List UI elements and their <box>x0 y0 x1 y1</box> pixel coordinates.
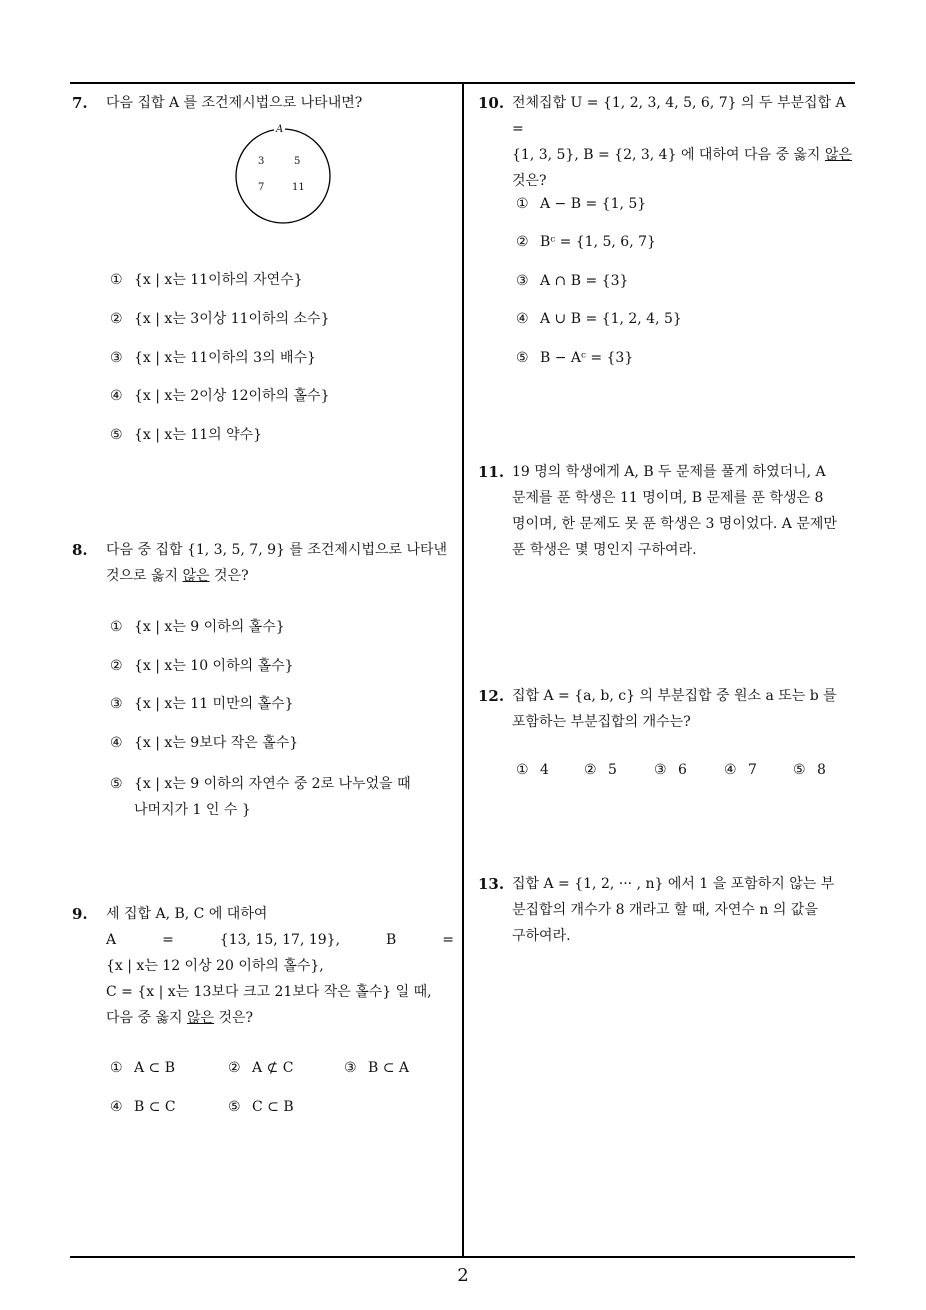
question-9 <box>72 901 456 1031</box>
question-number: 9. <box>72 905 88 923</box>
choice-1[interactable]: ① A ⊂ B <box>110 1060 176 1076</box>
right-column <box>478 0 860 1250</box>
question-number: 8. <box>72 541 88 559</box>
choice-1[interactable]: ① {x | x는 11이하의 자연수} <box>110 272 303 288</box>
question-7 <box>72 90 456 116</box>
underlined-word: 않은 <box>182 568 210 584</box>
choice-2[interactable]: ② {x | x는 10 이하의 홀수} <box>110 658 294 674</box>
question-number: 10. <box>478 94 505 112</box>
underlined-word: 않은 <box>186 1010 215 1026</box>
choice-3[interactable]: ③ 6 <box>654 762 687 778</box>
question-10: 10. 전체집합 U = {1, 2, 3, 4, 5, 6, 7} 의 두 부분집합 A = {1, 3, 5}, B = {2, 3, 4} 에 대하여 다음 중 옳지 않은 것은? <box>478 90 860 194</box>
question-text: 전체집합 U = {1, 2, 3, 4, 5, 6, 7} 의 두 부분집합 A = <box>512 95 846 137</box>
question-12: 12. 집합 A = {a, b, c} 의 부분집합 중 원소 a 또는 b 를 포함하는 부분집합의 개수는? <box>478 683 860 735</box>
choice-4[interactable]: ④ {x | x는 9보다 작은 홀수} <box>110 735 299 751</box>
choice-5[interactable]: ⑤ B − Aᶜ = {3} <box>516 350 634 366</box>
choice-4[interactable]: ④ {x | x는 2이상 12이하의 홀수} <box>110 388 330 404</box>
question-number: 7. <box>72 94 88 112</box>
question-text: 집합 A = {1, 2, ··· , n} 에서 1 을 포함하지 않는 부 <box>512 876 835 892</box>
question-13: 13. 집합 A = {1, 2, ··· , n} 에서 1 을 포함하지 않는 부 분집합의 개수가 8 개라고 할 때, 자연수 n 의 값을 구하여라. <box>478 871 860 949</box>
question-line-5: 다음 중 옳지 않은 것은? <box>106 1010 254 1026</box>
venn-element: 11 <box>292 182 305 193</box>
underlined-word: 않은 <box>824 147 852 163</box>
bottom-rule <box>70 1256 855 1258</box>
question-8 <box>72 537 456 589</box>
choice-3[interactable]: ③ A ∩ B = {3} <box>516 273 629 289</box>
choice-4[interactable]: ④ A ∪ B = {1, 2, 4, 5} <box>516 311 682 327</box>
choice-4[interactable]: ④ B ⊂ C <box>110 1099 176 1115</box>
left-column <box>72 0 456 1250</box>
question-line-3: {x | x는 12 이상 20 이하의 홀수}, <box>106 958 324 974</box>
choice-5[interactable]: ⑤ {x | x는 9 이하의 자연수 중 2로 나누었을 때 나머지가 1 인 수 } <box>110 776 411 818</box>
question-number: 12. <box>478 687 505 705</box>
question-number: 11. <box>478 463 505 481</box>
choice-2[interactable]: ② {x | x는 3이상 11이하의 소수} <box>110 311 330 327</box>
question-11: 11. 19 명의 학생에게 A, B 두 문제를 풀게 하였더니, A 문제를 푼 학생은 11 명이며, B 문제를 푼 학생은 8 명이며, 한 문제도 못 푼 학생은 3 명이었다. A 문제만 푼 학생은 몇 명인지 구하여라. <box>478 459 860 563</box>
question-text: 세 집합 A, B, C 에 대하여 <box>106 906 268 922</box>
choice-2[interactable]: ② A ⊄ C <box>228 1060 294 1076</box>
venn-element: 3 <box>258 156 265 167</box>
venn-circle-svg <box>234 126 334 226</box>
question-number: 13. <box>478 875 505 893</box>
venn-diagram <box>234 126 334 226</box>
choice-3[interactable]: ③ {x | x는 11이하의 3의 배수} <box>110 350 316 366</box>
choice-5[interactable]: ⑤ {x | x는 11의 약수} <box>110 427 263 443</box>
question-text: 19 명의 학생에게 A, B 두 문제를 풀게 하였더니, A <box>512 464 826 480</box>
choice-3[interactable]: ③ {x | x는 11 미만의 홀수} <box>110 696 294 712</box>
question-line-4: C = {x | x는 13보다 크고 21보다 작은 홀수} 일 때, <box>106 984 432 1000</box>
choice-3[interactable]: ③ B ⊂ A <box>344 1060 410 1076</box>
venn-element: 5 <box>294 156 301 167</box>
choice-4[interactable]: ④ 7 <box>724 762 757 778</box>
column-divider <box>462 82 464 1257</box>
choice-1[interactable]: ① A − B = {1, 5} <box>516 196 647 212</box>
venn-set-label: A <box>276 124 284 135</box>
choice-5[interactable]: ⑤ C ⊂ B <box>228 1099 294 1115</box>
venn-element: 7 <box>258 182 265 193</box>
question-text: 다음 중 집합 {1, 3, 5, 7, 9} 를 조건제시법으로 나타낸 것으로 옳지 않은 것은? <box>106 542 448 584</box>
question-line-2: A = {13, 15, 17, 19}, B = <box>106 932 454 948</box>
choice-5[interactable]: ⑤ 8 <box>793 762 826 778</box>
choice-2[interactable]: ② Bᶜ = {1, 5, 6, 7} <box>516 234 656 250</box>
choice-2[interactable]: ② 5 <box>584 762 617 778</box>
page-number: 2 <box>457 1265 469 1286</box>
set-circle <box>236 129 330 223</box>
choice-1[interactable]: ① 4 <box>516 762 549 778</box>
question-text: 다음 집합 A 를 조건제시법으로 나타내면? <box>106 95 363 111</box>
question-text: 집합 A = {a, b, c} 의 부분집합 중 원소 a 또는 b 를 <box>512 688 837 704</box>
choice-1[interactable]: ① {x | x는 9 이하의 홀수} <box>110 619 285 635</box>
